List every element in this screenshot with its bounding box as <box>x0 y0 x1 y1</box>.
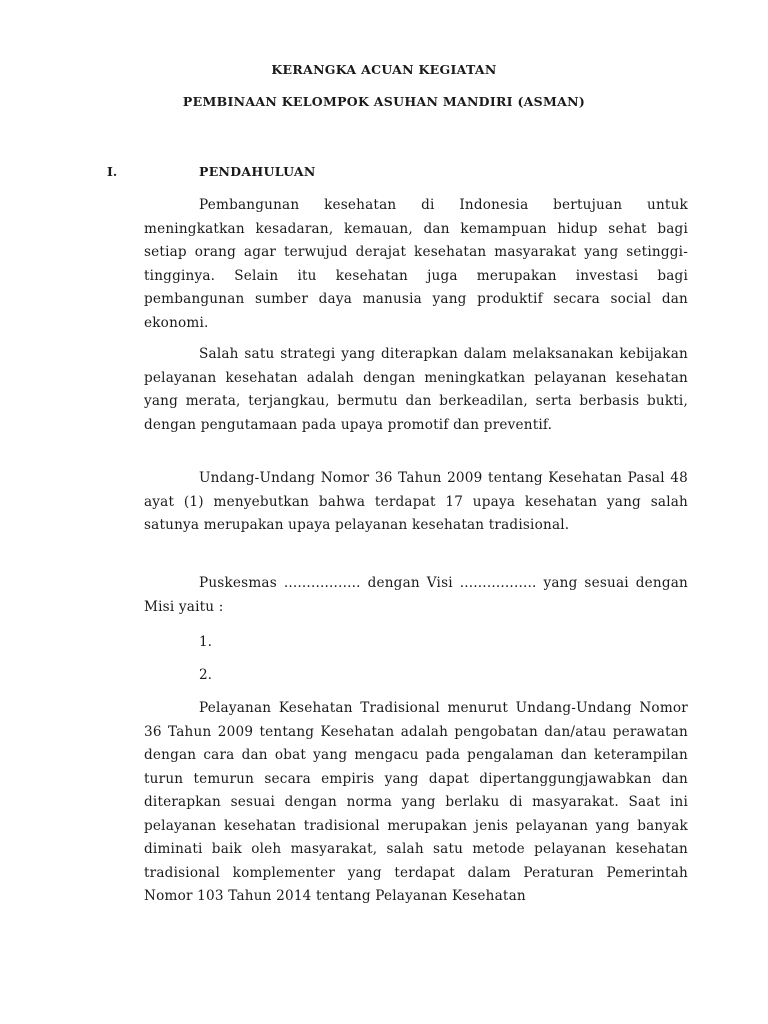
section-number: I. <box>107 164 118 179</box>
document-subtitle: PEMBINAAN KELOMPOK ASUHAN MANDIRI (ASMAN) <box>182 94 586 109</box>
document-title: KERANGKA ACUAN KEGIATAN <box>271 62 497 77</box>
paragraph-2: Salah satu strategi yang diterapkan dalam melaksanakan kebijakan pelayanan kesehatan adalah dengan meningkatkan pelayanan kesehatan yang merata, terjangkau, bermutu dan berkeadilan, serta berbasis bukti, dengan pengutamaan pada upaya promotif dan preventif. <box>144 346 688 433</box>
list-item: 1. <box>199 634 212 650</box>
paragraph-3: Undang-Undang Nomor 36 Tahun 2009 tentang Kesehatan Pasal 48 ayat (1) menyebutkan bahwa terdapat 17 upaya kesehatan yang salah satunya merupakan upaya pelayanan kesehatan tradisional. <box>144 470 688 533</box>
paragraph-4: Puskesmas ................. dengan Visi ................. yang sesuai dengan Misi yaitu : <box>144 575 688 615</box>
list-item: 2. <box>199 667 212 683</box>
paragraph-1: Pembangunan kesehatan di Indonesia bertujuan untuk meningkatkan kesadaran, kemauan, dan kemampuan hidup sehat bagi setiap orang agar terwujud derajat kesehatan masyarakat yang setinggi-tingginya. Selain itu kesehatan juga merupakan investasi bagi pembangunan sumber daya manusia yang produktif secara social dan ekonomi. <box>144 197 688 331</box>
section-heading: PENDAHULUAN <box>199 164 316 179</box>
paragraph-5: Pelayanan Kesehatan Tradisional menurut Undang-Undang Nomor 36 Tahun 2009 tentang Kesehatan adalah pengobatan dan/atau perawatan dengan cara dan obat yang mengacu pada pengalaman dan keterampilan turun temurun secara empiris yang dapat dipertanggungjawabkan dan diterapkan sesuai dengan norma yang berlaku di masyarakat. Saat ini pelayanan kesehatan tradisional merupakan jenis pelayanan yang banyak diminati baik oleh masyarakat, salah satu metode pelayanan kesehatan tradisional komplementer yang terdapat dalam Peraturan Pemerintah Nomor 103 Tahun 2014 tentang Pelayanan Kesehatan <box>144 700 688 904</box>
